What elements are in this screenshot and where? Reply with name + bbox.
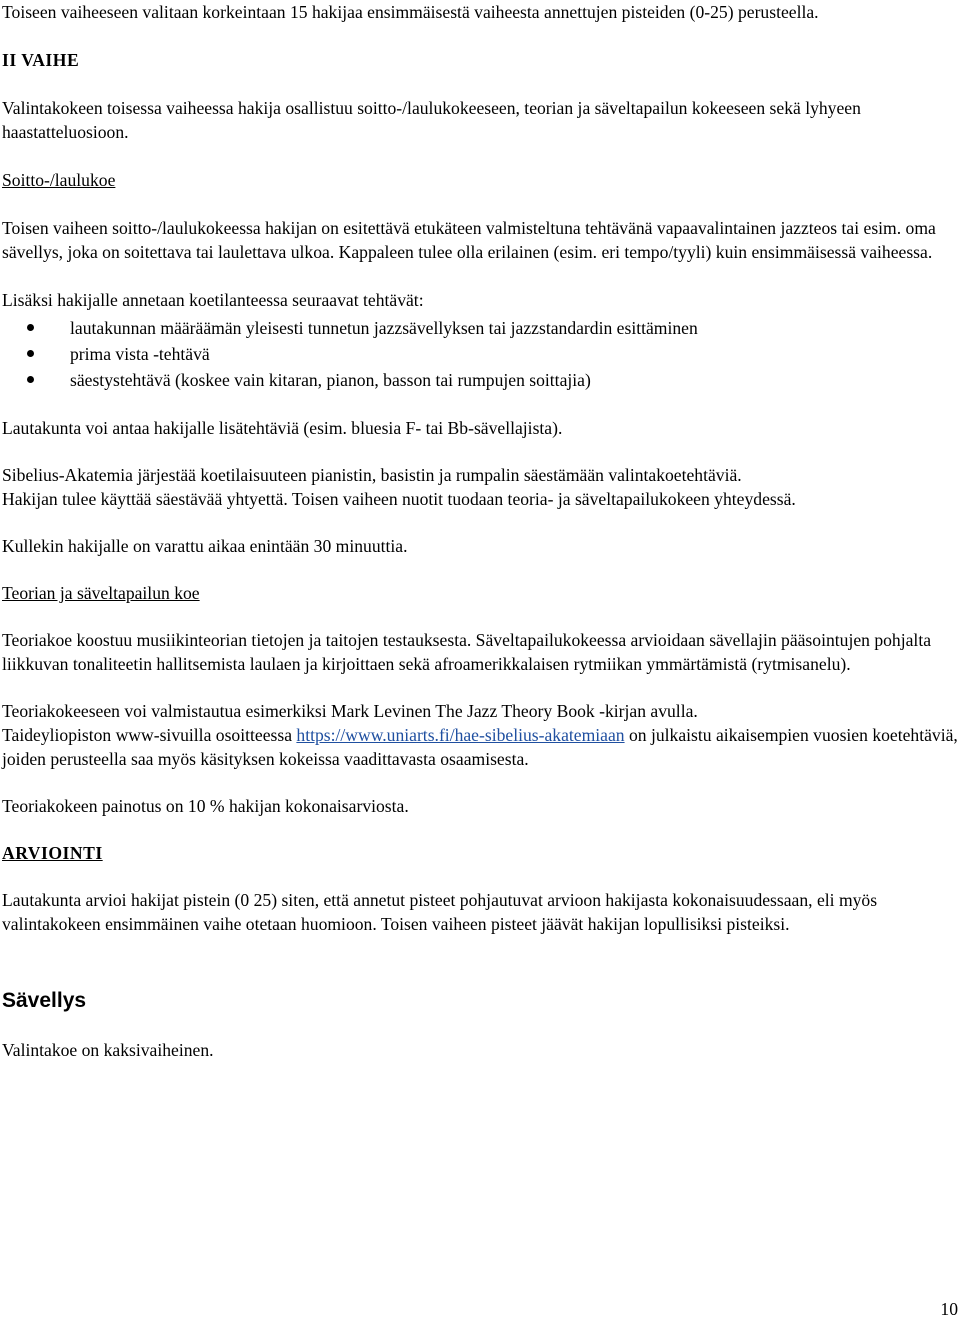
page-number: 10 xyxy=(940,1299,958,1319)
composition-heading: Sävellys xyxy=(2,989,87,1012)
bullet-icon xyxy=(27,350,34,357)
prep-after-link: on julkaistu aikaisempien vuosien koetehtäviä, joiden perusteella saa myös käsityksen kokeissa vaadittavasta osaamisesta. xyxy=(2,725,958,769)
evaluation-heading: ARVIOINTI xyxy=(2,843,103,863)
task-text: prima vista -tehtävä xyxy=(70,344,210,364)
list-item xyxy=(2,341,958,367)
performance-test-description: Toisen vaiheen soitto-/laulukokeessa hakijan on esitettävä etukäteen valmisteltuna tehtävänä vapaavalintainen jazzteos tai esim. oma sävellys, joka on soitettava tai laulettava ulkoa. Kappaleen tulee olla erilainen (esim. eri tempo/tyyli) kuin ensimmäisessä vaiheessa. xyxy=(2,218,936,262)
performance-test-heading: Soitto-/laulukoe xyxy=(2,170,116,190)
task-text: lautakunnan määräämän yleisesti tunnetun jazzsävellyksen tai jazzstandardin esittäminen xyxy=(70,318,698,338)
phase2-heading: II VAIHE xyxy=(2,50,80,70)
document-page xyxy=(2,0,958,1062)
evaluation-text: Lautakunta arvioi hakijat pistein (0 25) siten, että annetut pisteet pohjautuvat arvioon hakijasta kokonaisuudessaan, eli myös valintakokeen ensimmäinen vaihe otetaan huomioon. Toisen vaiheen pisteet jäävät hakijan lopullisiksi pisteiksi. xyxy=(2,890,878,934)
time-limit-paragraph: Kullekin hakijalle on varattu aikaa enintään 30 minuuttia. xyxy=(2,536,408,556)
prep-before-link: Taideyliopiston www-sivuilla osoitteessa xyxy=(2,725,297,745)
list-item xyxy=(2,367,958,393)
composition-text: Valintakoe on kaksivaiheinen. xyxy=(2,1040,214,1060)
theory-test-heading: Teorian ja säveltapailun koe xyxy=(2,583,200,603)
intro-paragraph: Toiseen vaiheeseen valitaan korkeintaan 15 hakijaa ensimmäisestä vaiheesta annettujen pisteiden (0-25) perusteella. xyxy=(2,2,819,22)
theory-test-description: Teoriakoe koostuu musiikinteorian tietojen ja taitojen testauksesta. Säveltapailukokeessa arvioidaan sävellajin pääsointujen pohjalta liikkuvan tonaliteetin hallitsemista laulaen ja kirjoittaen sekä afroamerikkalaisen rytmiikan ymmärtämistä (rytmisanelu). xyxy=(2,630,932,674)
extra-tasks-paragraph: Lautakunta voi antaa hakijalle lisätehtäviä (esim. bluesia F- tai Bb-sävellajista). xyxy=(2,418,563,438)
theory-weight-paragraph: Teoriakokeen painotus on 10 % hakijan kokonaisarviosta. xyxy=(2,796,409,816)
bullet-icon xyxy=(27,324,34,331)
bullet-icon xyxy=(27,376,34,383)
theory-prep-paragraph xyxy=(2,723,958,771)
accompaniment-line-2: Hakijan tulee käyttää säestävää yhtyettä. Toisen vaiheen nuotit tuodaan teoria- ja säveltapailukokeen yhteydessä. xyxy=(2,489,796,509)
theory-prep-line: Teoriakokeeseen voi valmistautua esimerkiksi Mark Levinen The Jazz Theory Book -kirjan avulla. xyxy=(2,701,698,721)
tasks-intro: Lisäksi hakijalle annetaan koetilanteessa seuraavat tehtävät: xyxy=(2,290,424,310)
list-item xyxy=(2,315,958,341)
task-list xyxy=(2,315,958,393)
uniarts-link[interactable]: https://www.uniarts.fi/hae-sibelius-akatemiaan xyxy=(296,725,625,745)
task-text: säestystehtävä (koskee vain kitaran, pianon, basson tai rumpujen soittajia) xyxy=(70,370,591,390)
phase2-description: Valintakokeen toisessa vaiheessa hakija osallistuu soitto-/laulukokeeseen, teorian ja säveltapailun kokeeseen sekä lyhyeen haastatteluosioon. xyxy=(2,98,861,142)
accompaniment-line-1: Sibelius-Akatemia järjestää koetilaisuuteen pianistin, basistin ja rumpalin säestämään valintakoetehtäviä. xyxy=(2,465,742,485)
